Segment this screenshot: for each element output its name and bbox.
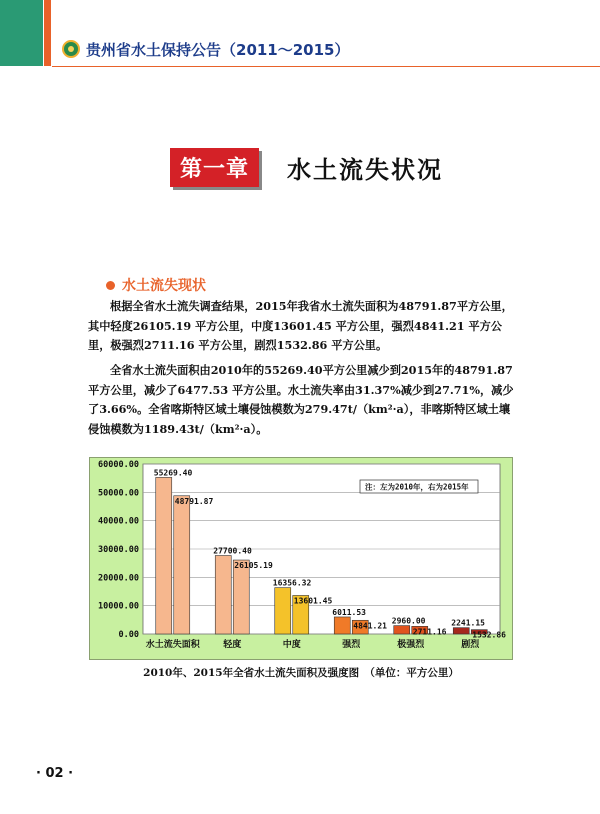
- x-category-label: 强烈: [342, 640, 361, 650]
- paragraph-1: 根据全省水土流失调查结果，2015年我省水土流失面积为48791.87平方公里，其中轻度26105.19 平方公里，中度13601.45 平方公里，强烈4841.21 平方公里，极强烈2711.16 平方公里，剧烈1532.86 平方公里。: [88, 299, 513, 352]
- data-label: 2960.00: [391, 616, 426, 626]
- data-label: 4841.21: [353, 621, 387, 631]
- paragraph-2: 全省水土流失面积由2010年的55269.40平方公里减少到2015年的48791.87 平方公里，减少了6477.53 平方公里。水土流失率由31.37%减少到27.71%，减少了3.66%。全省喀斯特区域土壤侵蚀模数为279.47t/（km²·a），非喀斯特区域土壤侵蚀模数为1189.43t/（km²·a）。: [88, 363, 514, 436]
- bar: [215, 556, 231, 634]
- x-category-label: 剧烈: [461, 640, 480, 650]
- bar: [174, 496, 190, 634]
- x-category-label: 轻度: [223, 640, 242, 650]
- bar: [275, 588, 291, 634]
- section-heading: [106, 275, 206, 295]
- y-tick-label: 60000.00: [98, 460, 139, 470]
- emblem-icon: [62, 40, 80, 58]
- data-label: 27700.40: [213, 546, 252, 556]
- chapter-tag: 第一章: [170, 148, 259, 187]
- bar: [453, 628, 469, 634]
- bar: [233, 560, 249, 634]
- data-label: 2241.15: [451, 618, 485, 628]
- bar: [394, 626, 410, 634]
- chart-caption: 2010年、2015年全省水土流失面积及强度图 （单位：平方公里）: [143, 667, 459, 679]
- y-tick-label: 30000.00: [98, 545, 139, 555]
- data-label: 1532.86: [472, 630, 506, 640]
- chart-note: 注：左为2010年，右为2015年: [365, 482, 469, 492]
- y-tick-label: 20000.00: [98, 573, 139, 584]
- bullet-dot-icon: [106, 281, 115, 290]
- data-label: 48791.87: [174, 496, 214, 506]
- header-green-block: [0, 0, 43, 66]
- header-title: 贵州省水土保持公告（2011～2015）: [86, 40, 350, 59]
- header-rule: [52, 66, 600, 67]
- section-title: 水土流失现状: [122, 278, 206, 294]
- chart-container: [89, 457, 513, 660]
- page-number: · 02 ·: [36, 766, 74, 781]
- y-tick-label: 0.00: [118, 630, 139, 640]
- header-orange-bar: [44, 0, 51, 66]
- data-label: 26105.19: [234, 561, 273, 571]
- data-label: 55269.40: [153, 468, 193, 478]
- chapter-title: 水土流失状况: [287, 156, 444, 184]
- chapter-heading: [170, 148, 443, 187]
- data-label: 16356.32: [272, 578, 312, 588]
- y-tick-label: 50000.00: [98, 488, 139, 499]
- bar: [156, 477, 172, 634]
- x-category-label: 中度: [282, 640, 301, 650]
- x-category-label: 水土流失面积: [145, 640, 200, 650]
- data-label: 6011.53: [332, 607, 366, 617]
- data-label: 13601.45: [293, 596, 333, 606]
- page-header: [62, 38, 350, 60]
- x-category-label: 极强烈: [397, 640, 425, 650]
- soil-erosion-bar-chart: [90, 458, 512, 659]
- data-label: 2711.16: [412, 627, 447, 637]
- y-tick-label: 10000.00: [98, 601, 139, 612]
- bar: [334, 617, 350, 634]
- y-tick-label: 40000.00: [98, 516, 139, 527]
